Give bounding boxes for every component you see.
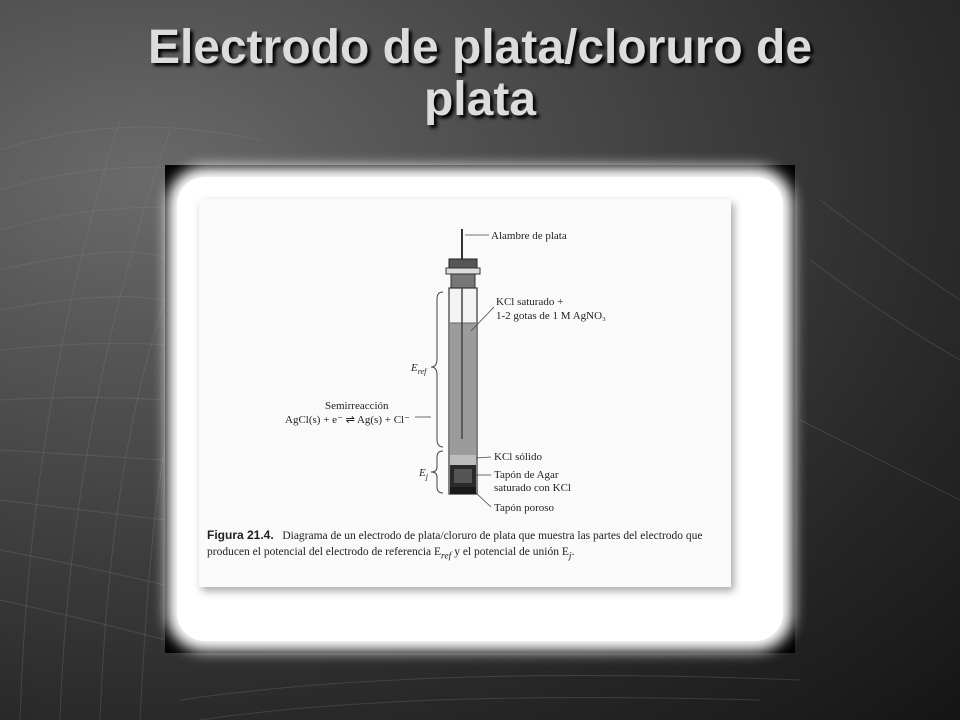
label-half-reaction: AgCl(s) + e⁻ ⇌ Ag(s) + Cl⁻ xyxy=(285,414,410,426)
electrode-diagram xyxy=(199,199,731,519)
brace-ej xyxy=(431,451,443,493)
label-half-reaction-title: Semirreacción xyxy=(325,400,389,412)
caption-figure-number: Figura 21.4. xyxy=(207,528,274,542)
caption-text-mid: y el potencial de unión E xyxy=(451,546,569,558)
caption-text: Diagrama de un electrodo de plata/cloruro de plata que muestra las partes del electrodo que producen el potencial del electrodo de referencia E xyxy=(207,530,703,558)
label-agar-plug-2: saturado con KCl xyxy=(494,482,571,494)
agar-plug-inner xyxy=(454,469,472,483)
leader-porous xyxy=(476,493,491,507)
label-e-j xyxy=(418,467,429,481)
electrode-cap-ring xyxy=(446,268,480,274)
kcl-solid-layer xyxy=(450,455,476,465)
label-e-ref-main: E xyxy=(411,362,418,374)
label-e-j-sub: j xyxy=(425,472,428,481)
electrode-cap xyxy=(449,259,477,268)
electrode-stopper xyxy=(451,274,475,288)
label-kcl-saturated-1: KCl saturado + xyxy=(496,296,564,308)
figure-frame xyxy=(165,165,795,653)
label-silver-wire: Alambre de plata xyxy=(491,230,567,242)
porous-plug xyxy=(450,487,476,494)
label-e-ref-sub: ref xyxy=(417,367,427,376)
caption-sub-ref: ref xyxy=(441,550,452,562)
label-agar-plug-1: Tapón de Agar xyxy=(494,469,559,481)
label-e-j-main: E xyxy=(419,467,426,479)
figure-card xyxy=(199,199,731,587)
caption-sub-j: j xyxy=(568,550,572,562)
kcl-solution xyxy=(450,323,476,463)
slide-title-line-1: Electrodo de plata/cloruro de xyxy=(147,21,813,74)
brace-eref xyxy=(431,292,443,447)
label-kcl-saturated-2: 1-2 gotas de 1 M AgNO₃ xyxy=(496,310,606,322)
label-kcl-solid: KCl sólido xyxy=(494,451,542,463)
label-e-ref xyxy=(410,362,428,376)
slide-title-line-2: plata xyxy=(423,73,537,126)
label-porous-plug: Tapón poroso xyxy=(494,502,555,514)
slide-title xyxy=(0,22,960,126)
figure-caption xyxy=(207,527,715,564)
caption-text-end: . xyxy=(571,546,575,558)
leader-kcl-solid xyxy=(476,457,491,458)
